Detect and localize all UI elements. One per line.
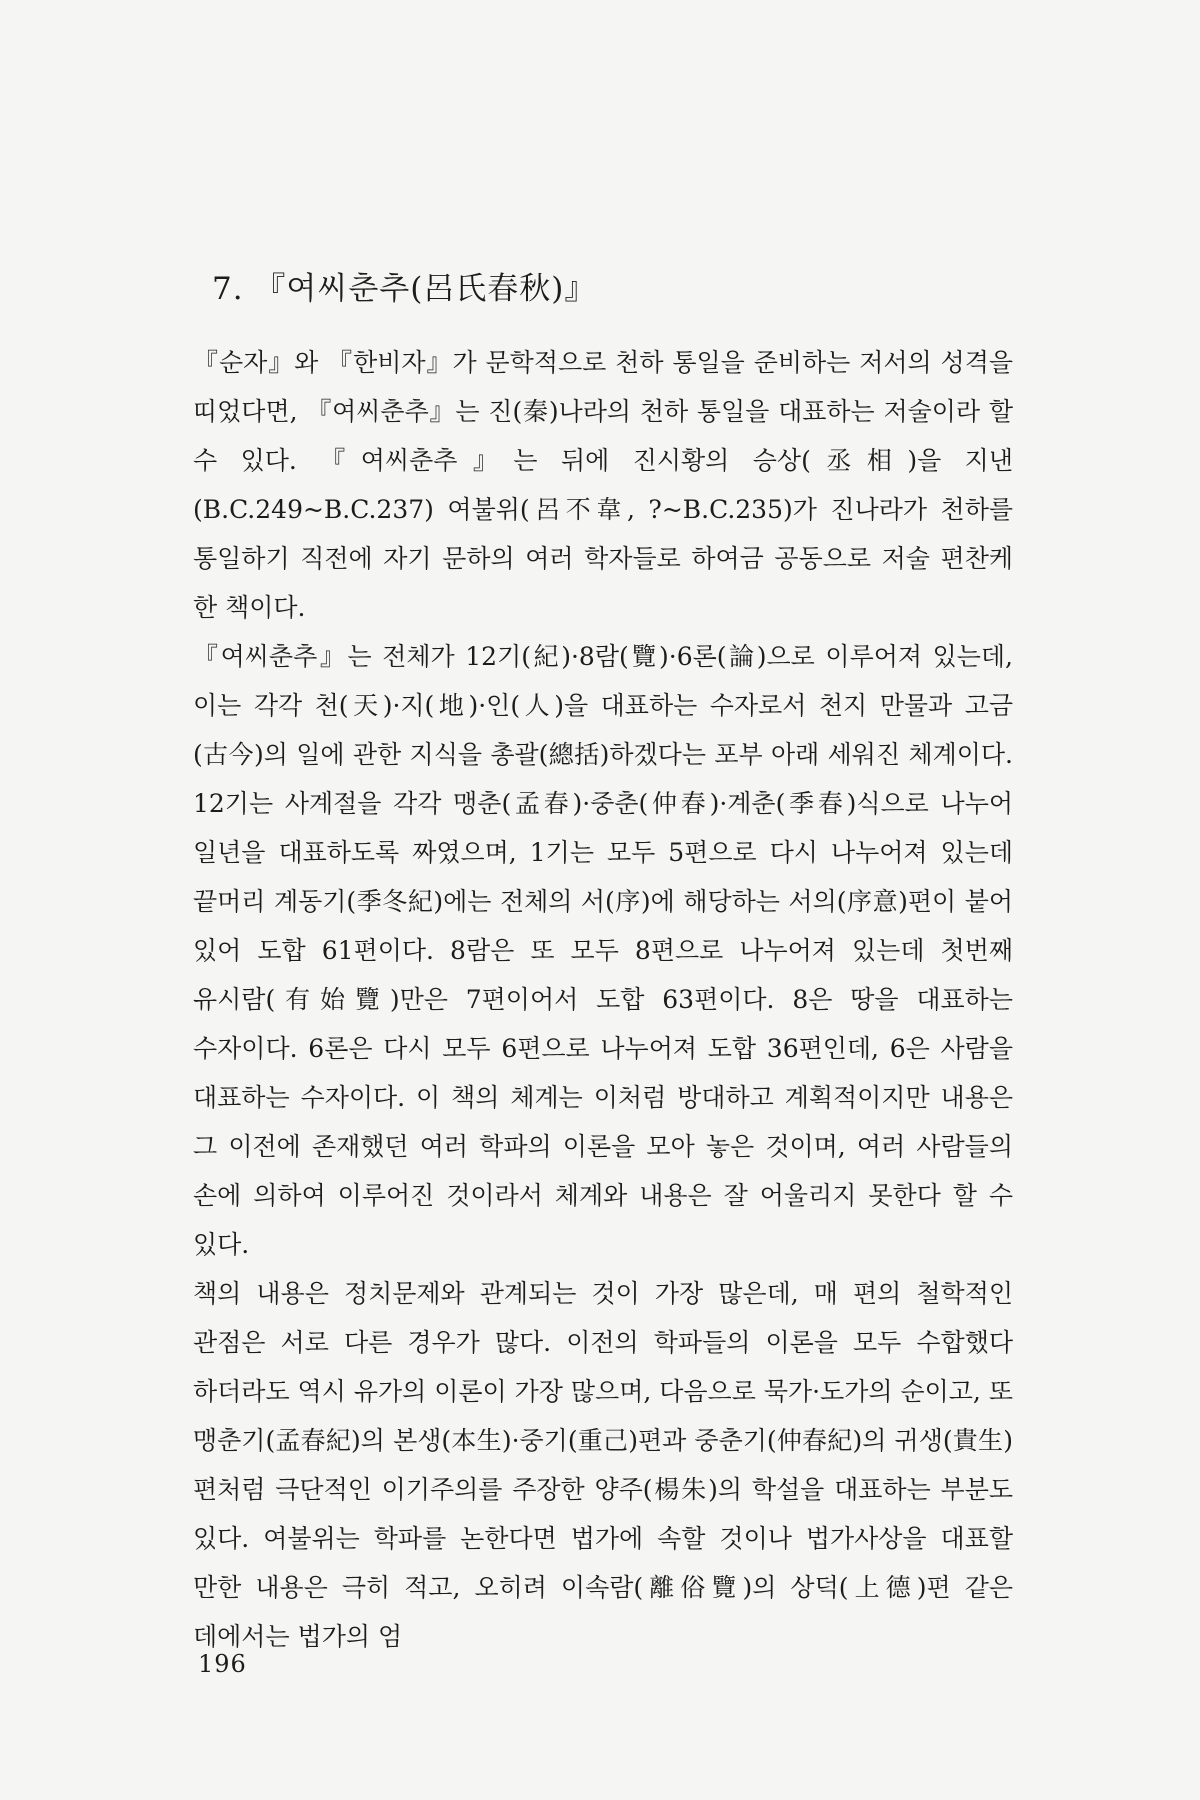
section-heading: 7. 『여씨춘추(呂氏春秋)』 (212, 271, 597, 307)
page-number: 196 (198, 1650, 247, 1678)
paragraph-3: 책의 내용은 정치문제와 관계되는 것이 가장 많은데, 매 편의 철학적인 관점은 서로 다른 경우가 많다. 이전의 학파들의 이론을 모두 수합했다 하더라도 역시 유가의 이론이 가장 많으며, 다음으로 묵가·도가의 순이고, 또 맹춘기(孟春紀)의 본생(本生)·중기(重己)편과 중춘기(仲春紀)의 귀생(貴生)편처럼 극단적인 이기주의를 주장한 양주(楊朱)의 학설을 대표하는 부분도 있다. 여불위는 학파를 논한다면 법가에 속할 것이나 법가사상을 대표할 만한 내용은 극히 적고, 오히려 이속람(離俗覽)의 상덕(上德)편 같은 데에서는 법가의 엄 (193, 1279, 1013, 1651)
paragraph-2: 『여씨춘추』는 전체가 12기(紀)·8람(覽)·6론(論)으로 이루어져 있는데, 이는 각각 천(天)·지(地)·인(人)을 대표하는 수자로서 천지 만물과 고금(古今)의 일에 관한 지식을 총괄(總括)하겠다는 포부 아래 세워진 체계이다. 12기는 사계절을 각각 맹춘(孟春)·중춘(仲春)·계춘(季春)식으로 나누어 일년을 대표하도록 짜였으며, 1기는 모두 5편으로 다시 나누어져 있는데 끝머리 계동기(季冬紀)에는 전체의 서(序)에 해당하는 서의(序意)편이 붙어 있어 도합 61편이다. 8람은 또 모두 8편으로 나누어져 있는데 첫번째 유시람(有始覽)만은 7편이어서 도합 63편이다. 8은 땅을 대표하는 수자이다. 6론은 다시 모두 6편으로 나누어져 도합 36편인데, 6은 사람을 대표하는 수자이다. 이 책의 체계는 이처럼 방대하고 계획적이지만 내용은 그 이전에 존재했던 여러 학파의 이론을 모아 놓은 것이며, 여러 사람들의 손에 의하여 이루어진 것이라서 체계와 내용은 잘 어울리지 못한다 할 수 있다. (193, 642, 1013, 1259)
paragraph-1: 『순자』와 『한비자』가 문학적으로 천하 통일을 준비하는 저서의 성격을 띠었다면, 『여씨춘추』는 진(秦)나라의 천하 통일을 대표하는 저술이라 할 수 있다. 『여씨춘추』는 뒤에 진시황의 승상(丞相)을 지낸(B.C.249~B.C.237) 여불위(呂不韋, ?~B.C.235)가 진나라가 천하를 통일하기 직전에 자기 문하의 여러 학자들로 하여금 공동으로 저술 편찬케 한 책이다. (193, 348, 1013, 622)
body-text (193, 338, 1013, 1661)
